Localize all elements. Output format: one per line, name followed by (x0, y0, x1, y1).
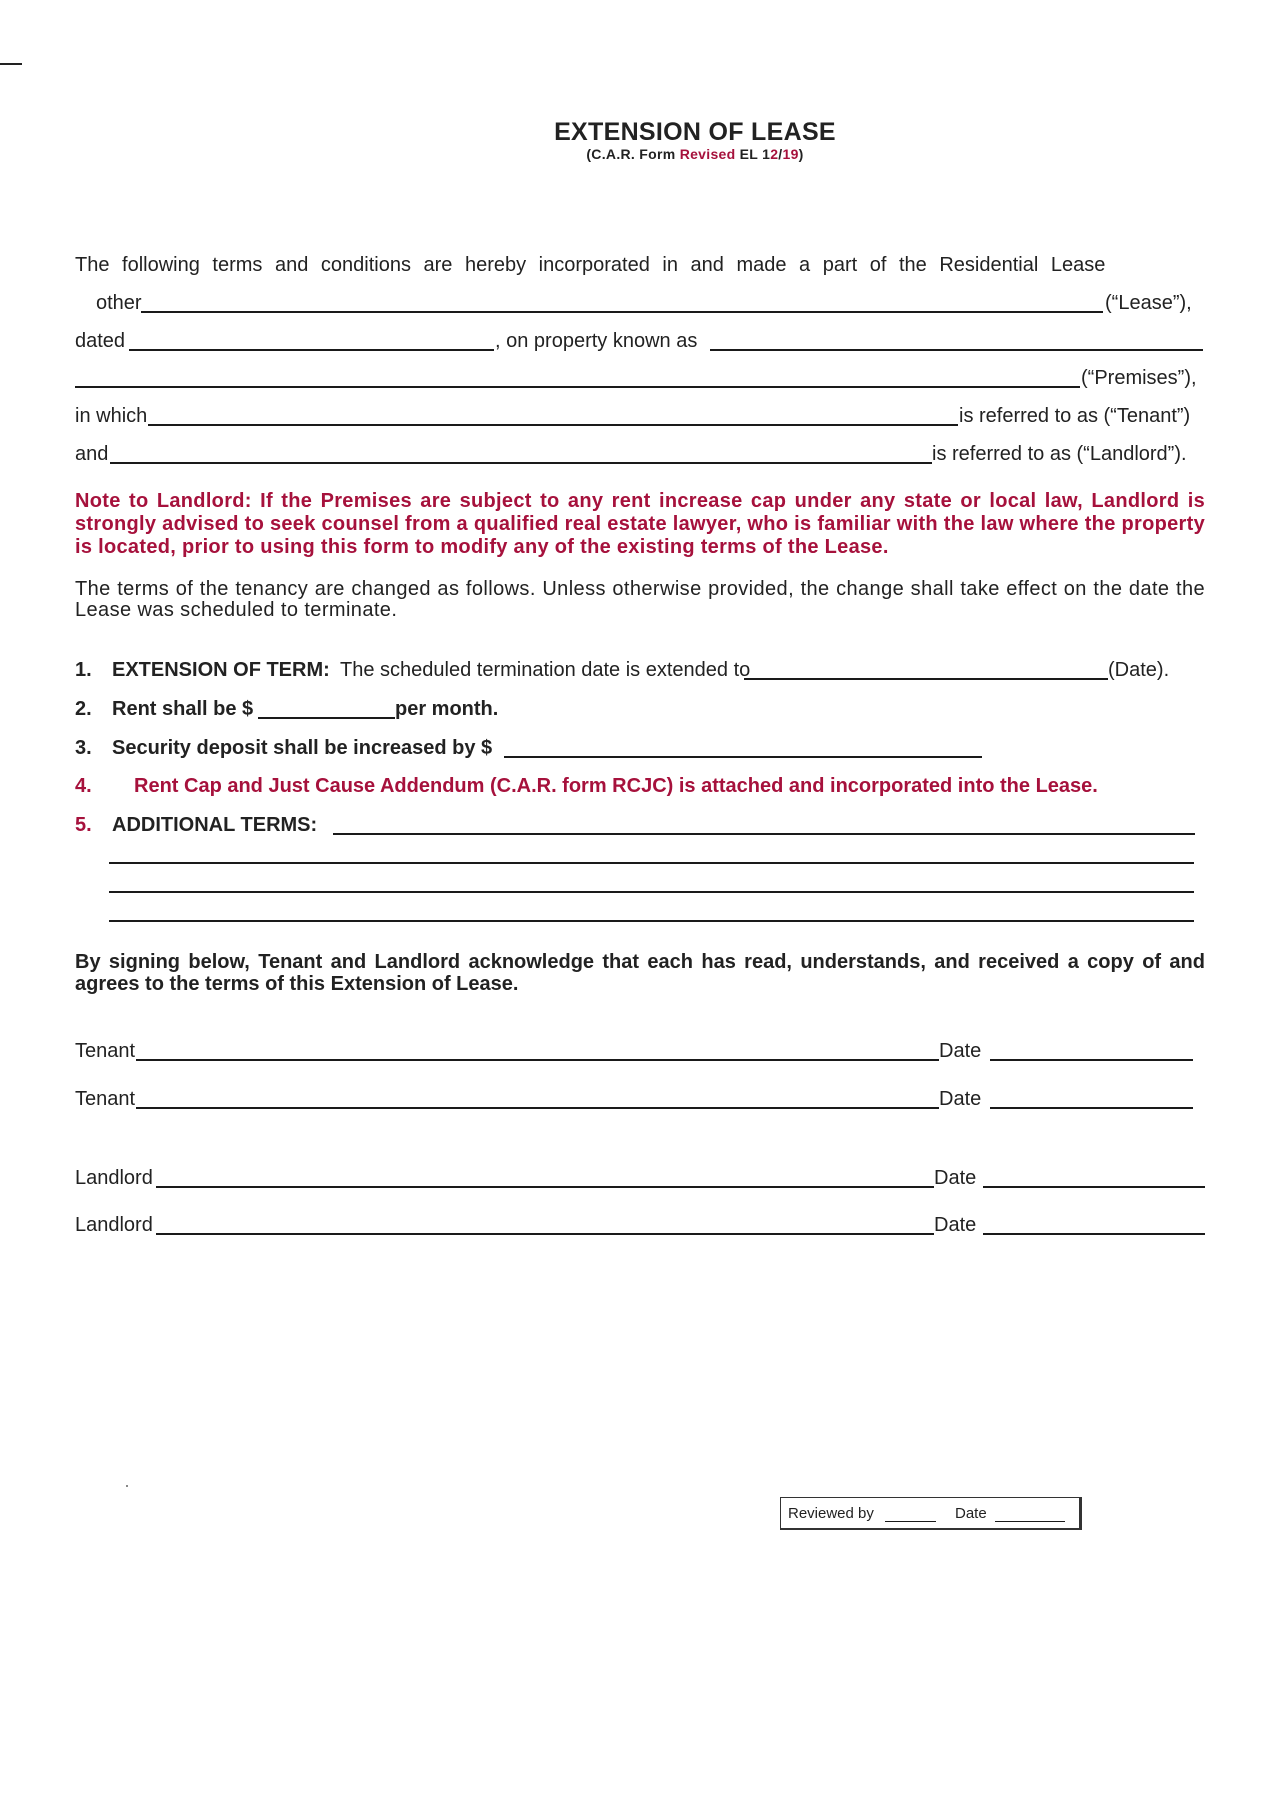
reviewed-box (780, 1497, 1082, 1530)
tenant-1-date-label: Date (939, 1040, 982, 1062)
reviewed-date-field[interactable] (995, 1521, 1065, 1522)
tenant-1-date-field[interactable] (990, 1059, 1193, 1061)
property-field[interactable] (710, 349, 1203, 351)
subtitle-prefix: (C.A.R. Form (586, 146, 680, 162)
item-2-label: Rent shall be $ (112, 698, 254, 720)
item-5-label: ADDITIONAL TERMS: (112, 814, 318, 836)
landlord-2-date-field[interactable] (983, 1233, 1205, 1235)
deposit-increase-field[interactable] (504, 756, 982, 758)
form-subtitle (0, 146, 1275, 162)
dot-mark (126, 1485, 128, 1487)
subtitle-rev2: 19 (782, 146, 799, 162)
item-1-text: The scheduled termination date is extended to (340, 659, 751, 681)
landlord-2-signature-field[interactable] (156, 1233, 934, 1235)
tenant-2-date-field[interactable] (990, 1107, 1193, 1109)
and-label: and (75, 443, 109, 465)
acknowledgement: By signing below, Tenant and Landlord acknowledge that each has read, understands, and received a copy of and agrees to the terms of this Extension of Lease. (75, 951, 1205, 995)
item-4-text: Rent Cap and Just Cause Addendum (C.A.R. form RCJC) is attached and incorporated into the Lease. (134, 775, 1098, 797)
landlord-name-field[interactable] (110, 462, 932, 464)
item-1-number: 1. (75, 659, 92, 681)
form-title: EXTENSION OF LEASE (554, 118, 836, 146)
subtitle-revised: Revised (679, 146, 736, 162)
additional-terms-field-3[interactable] (109, 891, 1194, 893)
subtitle-end: ) (798, 146, 804, 162)
in-which-label: in which (75, 405, 148, 427)
margin-mark (0, 63, 22, 65)
additional-terms-field-1[interactable] (333, 833, 1195, 835)
tenant-1-label: Tenant (75, 1040, 136, 1062)
landlord-1-label: Landlord (75, 1167, 153, 1189)
additional-terms-field-4[interactable] (109, 920, 1194, 922)
landlord-note: Note to Landlord: If the Premises are subject to any rent increase cap under any state or local law, Landlord is strongly advised to seek counsel from a qualified real estate lawyer, who is familiar with the law where the property is located, prior to using this form to modify any of the existing terms of the Lease. (75, 490, 1205, 558)
other-label: other (96, 292, 142, 314)
premises-suffix: (“Premises”), (1081, 367, 1197, 389)
item-3-label: Security deposit shall be increased by $ (112, 737, 493, 759)
other-field[interactable] (141, 311, 1103, 313)
item-2-suffix: per month. (395, 698, 499, 720)
subtitle-slash: / (778, 146, 783, 162)
landlord-1-date-label: Date (934, 1167, 977, 1189)
lease-suffix: (“Lease”), (1105, 292, 1192, 314)
intro-line: The following terms and conditions are hereby incorporated in and made a part of the Residential Lease (75, 254, 1106, 276)
terms-intro: The terms of the tenancy are changed as follows. Unless otherwise provided, the change shall take effect on the date the Lease was scheduled to terminate. (75, 578, 1205, 621)
tenant-name-field[interactable] (148, 424, 958, 426)
subtitle-rev1: 2 (770, 146, 779, 162)
item-5-number: 5. (75, 814, 92, 836)
landlord-1-signature-field[interactable] (156, 1186, 934, 1188)
tenant-2-label: Tenant (75, 1088, 136, 1110)
tenant-2-date-label: Date (939, 1088, 982, 1110)
item-1-suffix: (Date). (1108, 659, 1170, 681)
landlord-2-label: Landlord (75, 1214, 153, 1236)
property-label: , on property known as (495, 330, 698, 352)
item-3-number: 3. (75, 737, 92, 759)
landlord-2-date-label: Date (934, 1214, 977, 1236)
item-4-number: 4. (75, 775, 92, 797)
landlord-1-date-field[interactable] (983, 1186, 1205, 1188)
tenant-1-signature-field[interactable] (136, 1059, 939, 1061)
premises-field[interactable] (75, 386, 1080, 388)
reviewed-by-label: Reviewed by (788, 1505, 874, 1522)
tenant-suffix: is referred to as (“Tenant”) (959, 405, 1191, 427)
tenant-2-signature-field[interactable] (136, 1107, 939, 1109)
dated-field[interactable] (129, 349, 494, 351)
reviewed-date-label: Date (955, 1505, 987, 1522)
landlord-suffix: is referred to as (“Landlord”). (932, 443, 1187, 465)
reviewed-by-field[interactable] (885, 1521, 936, 1522)
rent-amount-field[interactable] (258, 717, 395, 719)
extension-date-field[interactable] (744, 678, 1108, 680)
item-1-label: EXTENSION OF TERM: (112, 659, 330, 681)
subtitle-mid: EL 1 (735, 146, 771, 162)
dated-label: dated (75, 330, 126, 352)
additional-terms-field-2[interactable] (109, 862, 1194, 864)
item-2-number: 2. (75, 698, 92, 720)
